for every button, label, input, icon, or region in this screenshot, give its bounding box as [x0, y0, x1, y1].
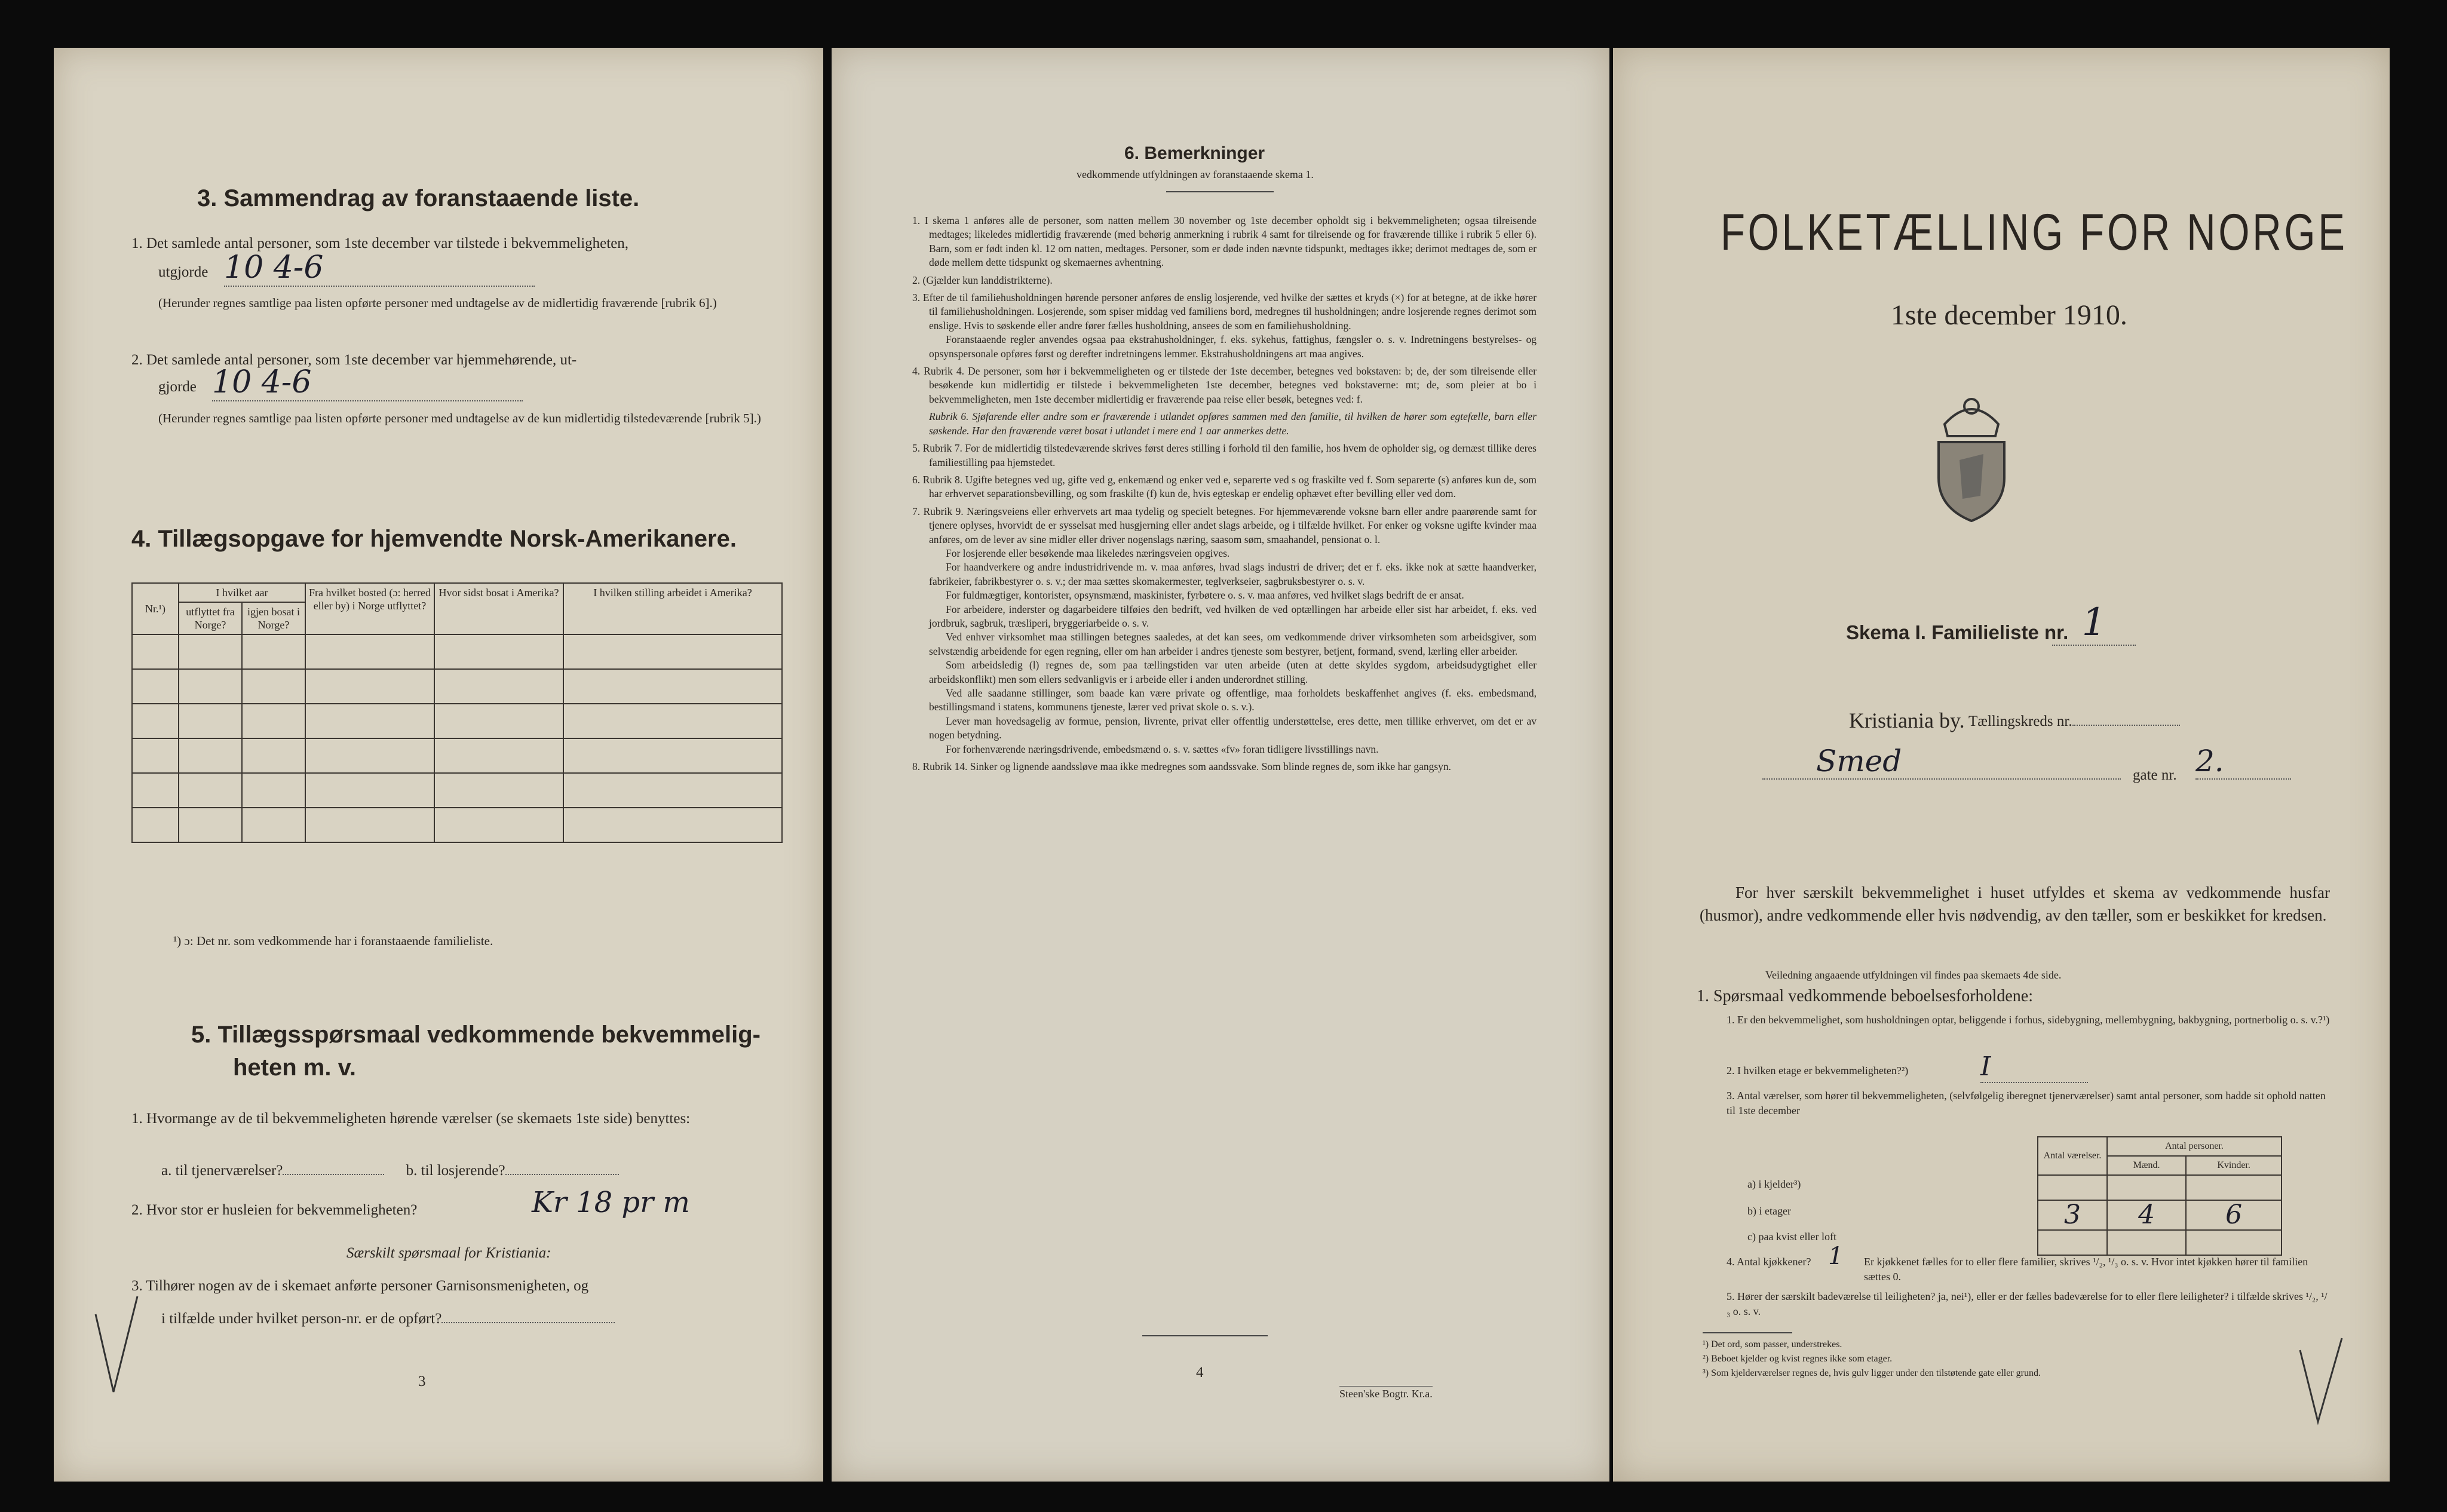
remark-7b: For losjerende eller besøkende maa likeledes næringsveien opgives. — [946, 547, 1230, 559]
question-1: 1. Er den bekvemmelighet, som husholdningen optar, beliggende i forhus, sidebygning, mellembygning, bakbygning, portnerbolig o. s. v.?¹) — [1727, 1014, 2330, 1026]
remark-3: 3. Efter de til familiehusholdningen hørende personer anføres de enslig losjerende, ved hvilke der sættes et kryds (×) for at betegne, at de ikke hører til familiehusholdningen. Losjerende, som spiser middag ved familiens bord, medregnes til husholdningen; andre losjerende regnes derimot som enslige. Hvis to søskende eller andre fører fælles husholdning, ansees de som en familiehusholdning. — [912, 292, 1537, 332]
col-sidst-bosat: Hvor sidst bosat i Amerika? — [434, 583, 563, 634]
row-b-label: b) i etager — [1747, 1205, 1791, 1217]
left-page-number: 3 — [418, 1373, 426, 1390]
remark-8: 8. Rubrik 14. Sinker og lignende aandssløve maa ikke medregnes som aandssvake. Som blinde regnes de, som ikke har gangsyn. — [912, 760, 1452, 773]
footnote-2: ²) Beboet kjelder og kvist regnes ikke som etager. — [1703, 1354, 1893, 1364]
remark-7d: For fuldmægtiger, kontorister, opsynsmænd, maskinister, fyrbøtere o. s. v. maa anføres, ved hvilket slags bedrift de er ansat. — [946, 589, 1464, 602]
s3-item2-utgjorde: gjorde — [158, 379, 197, 395]
divider — [1703, 1332, 1792, 1333]
census-title: FOLKETÆLLING FOR NORGE — [1721, 204, 2348, 261]
remark-3b: Foranstaaende regler anvendes ogsaa paa ekstrahusholdninger, f. eks. sykehus, fattighus, fængsler o. s. v. Indretningens bestyrelses- og opsynspersonale opføres først og derefter indretningens lemmer. Ekstrahusholdningens art maa angives. — [929, 333, 1537, 360]
section-5-title-line1: 5. Tillægsspørsmaal vedkommende bekvemmelig- — [191, 1022, 761, 1048]
row-b-maend: 4 — [2107, 1200, 2186, 1230]
table-row — [132, 634, 782, 669]
remark-4b: Rubrik 6. Sjøfarende eller andre som er fraværende i utlandet opføres sammen med den familie, til hvilken de hører som egtefælle, barn eller søskende. Har den fraværende været bosat i utlandet i mere end 1 aar anmerkes dette. — [929, 410, 1537, 437]
row-a-label: a) i kjelder³) — [1747, 1178, 1801, 1190]
middle-page-number: 4 — [1196, 1364, 1204, 1381]
s3-item1-note: (Herunder regnes samtlige paa listen opførte personer med undtagelse av de midlertidig fraværende [rubrik 6].) — [158, 296, 717, 310]
s5-q3-line2-row — [161, 1308, 615, 1330]
intro-note: Veiledning angaaende utfyldningen vil findes paa skemaets 4de side. — [1765, 969, 2062, 981]
divider — [1166, 191, 1274, 192]
col-fra-bosted: Fra hvilket bosted (ɔ: herred eller by) i Norge utflyttet? — [305, 583, 434, 634]
table-row — [132, 808, 782, 842]
middle-page — [832, 48, 1609, 1482]
check-mark-icon — [90, 1290, 143, 1398]
row-b-vaerelser: 3 — [2038, 1200, 2107, 1230]
question-5: 5. Hører der særskilt badeværelse til leiligheten? ja, nei¹), eller er der fælles badeværelse for to eller flere leiligheter? i tilfælde skrives ¹/₂, ¹/₃ o. s. v. — [1727, 1290, 2328, 1317]
rooms-table — [2037, 1136, 2282, 1256]
bemerkninger-subtitle: vedkommende utfyldningen av foranstaaende skema 1. — [1077, 168, 1314, 180]
table-row — [132, 669, 782, 704]
col-antal-personer: Antal personer. — [2107, 1137, 2282, 1156]
col-nr: Nr.¹) — [132, 583, 179, 634]
table-row — [132, 773, 782, 808]
s5-q2: 2. Hvor stor er husleien for bekvemmeligheten? — [131, 1202, 418, 1218]
col-utflyttet: utflyttet fra Norge? — [179, 602, 242, 634]
remark-7i: Lever man hovedsagelig av formue, pension, livrente, privat eller offentlig understøttelse, eres dette, men tillike erhvervet, om det er av nogen betydning. — [929, 714, 1537, 741]
intro-text: For hver særskilt bekvemmelighet i huset utfyldes et skema av vedkommende husfar (husmor), andre vedkommende eller hvis nødvendig, av den tæller, som er beskikket for kredsen. — [1700, 884, 2330, 924]
remark-4: 4. Rubrik 4. De personer, som hør i bekvemmeligheten og er tilstede der 1ste december, betegnes ved bokstaven: b; de, der som tilreisende eller besøkende kun midlertidig er tilstede i bekvemmeligheten 1ste december, betegnes ved bokstaverne: mt; de, som pleier at bo i bekvemmeligheten, men 1ste december midlertidig er fraværende paa reise eller besøk, betegnes ved: f. — [912, 365, 1537, 405]
s3-item2-note: (Herunder regnes samtlige paa listen opførte personer med undtagelse av de kun midlertidig tilstedeværende [rubrik 5].) — [158, 411, 761, 425]
city-label: Kristiania by. — [1849, 709, 1965, 732]
remark-7j: For forhenværende næringsdrivende, embedsmænd o. s. v. sættes «fv» foran tidligere livsstillings navn. — [946, 743, 1379, 755]
question-2: 2. I hvilken etage er bekvemmeligheten?²) — [1727, 1065, 1909, 1077]
s3-item1: 1. Det samlede antal personer, som 1ste december var tilstede i bekvemmeligheten, — [131, 235, 629, 252]
s5-q1a-row — [161, 1160, 619, 1182]
remark-7g: Som arbeidsledig (l) regnes de, som paa tællingstiden var uten arbeide (uten at dette skyldes sygdom, arbeidsudygtighet eller arbeidskonflikt) men som ellers sedvanligvis er i arbeide eller i anden underordnet stilling. — [929, 659, 1537, 685]
printer-mark: Steen'ske Bogtr. Kr.a. — [1339, 1386, 1433, 1401]
bemerkninger-title: 6. Bemerkninger — [1124, 143, 1265, 163]
remark-5: 5. Rubrik 7. For de midlertidig tilstedeværende skrives først deres stilling i forhold til den familie, hos hvem de opholder sig, og dernæst tillike deres familiestilling paa hjemstedet. — [912, 442, 1537, 468]
census-date: 1ste december 1910. — [1891, 299, 2127, 331]
s3-item1-value: 10 4-6 — [224, 250, 535, 287]
question-4-rest: Er kjøkkenet fælles for to eller flere familier, skrives ¹/₂, ¹/₃ o. s. v. Hvor intet kjøkken hører til familien sættes 0. — [1864, 1256, 2308, 1283]
s5-q1b: b. til losjerende? — [406, 1163, 505, 1179]
gate-label: gate nr. — [2133, 767, 2177, 783]
right-page — [1613, 48, 2390, 1482]
col-igjen: igjen bosat i Norge? — [242, 602, 305, 634]
footnote-3: ³) Som kjelderværelser regnes de, hvis gulv ligger under den tilstøtende gate eller grund. — [1703, 1368, 2041, 1378]
section-5-title-line2: heten m. v. — [233, 1054, 356, 1081]
question-4-value: 1 — [1828, 1243, 1844, 1270]
s5-q1: 1. Hvormange av de til bekvemmeligheten hørende værelser (se skemaets 1ste side) benyttes: — [131, 1111, 691, 1127]
kreds-label: Tællingskreds nr. — [1968, 713, 2072, 729]
question-2-value: I — [1980, 1051, 2088, 1083]
table-row — [132, 704, 782, 738]
row-c-label: c) paa kvist eller loft — [1747, 1231, 1836, 1243]
remark-1: 1. I skema 1 anføres alle de personer, som natten mellem 30 november og 1ste december opholdt sig i bekvemmeligheten; ogsaa tilreisende medtages; likeledes midlertidig fraværende (med behørig anmerkning i rubrik 4 samt for tilreisende og for fraværende tillike i rubrik 5 eller 6). Barn, som er født inden kl. 12 om natten, medtages. Personer, som er døde inden nævnte tidspunkt, medtages ikke; derimot medtages de, som er døde mellem dette tidspunkt og skemaernes avhentning. — [912, 214, 1537, 269]
col-maend: Mænd. — [2107, 1156, 2186, 1175]
norsk-amerikanere-table — [131, 582, 783, 843]
coat-of-arms-icon — [1927, 382, 2016, 526]
s5-special: Særskilt spørsmaal for Kristiania: — [346, 1245, 551, 1261]
s5-q3-line1: 3. Tilhører nogen av de i skemaet anførte personer Garnisonsmenigheten, og — [131, 1278, 589, 1294]
remark-7: 7. Rubrik 9. Næringsveiens eller erhvervets art maa tydelig og specielt betegnes. For hjemmeværende voksne barn eller andre paarørende samt for tjenere oplyses, hvorvidt de er sysselsat med husgjerning eller andet slags arbeide, og i tilfælde hvilket. For enker og voksne ugifte kvinder maa anføres, om de lever av sine midler eller driver nogenslags næring, saasom søm, smaahandel, pensionat o. l. — [912, 505, 1537, 545]
question-4: 4. Antal kjøkkener? — [1727, 1256, 1811, 1268]
remark-7f: Ved enhver virksomhet maa stillingen betegnes saaledes, at det kan sees, om vedkommende driver virksomheten som arbeidsgiver, som selvstændig arbeidende for egen regning, eller om han arbeider i andres tjeneste som bestyrer, betjent, formand, svend, lærling eller arbeider. — [929, 631, 1537, 657]
s5-q3-line2: i tilfælde under hvilket person-nr. er de opført? — [161, 1311, 442, 1327]
table-footnote: ¹) ɔ: Det nr. som vedkommende har i foranstaaende familieliste. — [173, 934, 493, 948]
col-hvilket-aar: I hvilket aar — [179, 583, 305, 602]
col-kvinder: Kvinder. — [2186, 1156, 2282, 1175]
question-3: 3. Antal værelser, som hører til bekvemmeligheten, (selvfølgelig iberegnet tjenerværelser) samt antal personer, som hadde sit ophold natten til 1ste december — [1727, 1090, 2326, 1117]
s5-q1a: a. til tjenerværelser? — [161, 1163, 283, 1179]
divider — [1142, 1335, 1268, 1336]
street-value: Smed — [1762, 744, 2121, 780]
bemerkninger-body — [912, 214, 1537, 774]
skema-label: Skema I. Familieliste nr. — [1846, 621, 2069, 643]
s3-item1-utgjorde: utgjorde — [158, 264, 208, 280]
s3-item2-value: 10 4-6 — [212, 364, 523, 401]
kreds-row — [1968, 711, 2180, 732]
row-b-kvinder: 6 — [2186, 1200, 2282, 1230]
remark-6: 6. Rubrik 8. Ugifte betegnes ved ug, gifte ved g, enkemænd og enker ved e, separerte ved s og fraskilte ved f. Som separerte (s) anføres kun de, som har erhvervet separationsbevilling, og som fraskilte (f) kun de, hvis egteskap er endelig ophævet efter bevilling eller ved dom. — [912, 473, 1537, 500]
footnote-1: ¹) Det ord, som passer, understrekes. — [1703, 1339, 1842, 1350]
questions-title: 1. Spørsmaal vedkommende beboelsesforholdene: — [1697, 987, 2033, 1005]
section-3-title: 3. Sammendrag av foranstaaende liste. — [197, 185, 640, 211]
check-mark-icon — [2294, 1332, 2348, 1428]
left-page — [54, 48, 823, 1482]
skema-value: 1 — [2052, 600, 2136, 646]
col-stilling: I hvilken stilling arbeidet i Amerika? — [563, 583, 782, 634]
table-row — [132, 738, 782, 773]
col-antal-vaerelser: Antal værelser. — [2038, 1137, 2107, 1175]
gate-value: 2. — [2195, 744, 2291, 780]
remark-7c: For haandverkere og andre industridrivende m. v. maa anføres, hvad slags industri de driver; det er f. eks. ikke nok at sætte haandverker, fabrikeier, fabrikbestyrer o. s. v.; der maa sættes skomakermester, teglverkseier, sagbruksbestyrer o. s. v. — [929, 561, 1537, 587]
remark-2: 2. (Gjælder kun landdistrikterne). — [912, 274, 1053, 286]
remark-7h: Ved alle saadanne stillinger, som baade kan være private og offentlige, maa forholdets beskaffenhet angives (f. eks. embedsmand, bestillingsmand i statens, kommunens tjeneste, lærer ved privat skole o. s. v.). — [929, 687, 1537, 713]
s3-item2: 2. Det samlede antal personer, som 1ste december var hjemmehørende, ut- — [131, 352, 577, 368]
s5-q2-value: Kr 18 pr m — [532, 1186, 690, 1219]
section-4-title: 4. Tillægsopgave for hjemvendte Norsk-Amerikanere. — [131, 526, 737, 552]
remark-7e: For arbeidere, inderster og dagarbeidere tilføies den bedrift, ved hvilken de ved optællingen har arbeide eller sist har arbeidet, f. eks. ved jordbruk, sagbruk, træsliperi, bryggeriarbeide o. s. v. — [929, 603, 1537, 629]
